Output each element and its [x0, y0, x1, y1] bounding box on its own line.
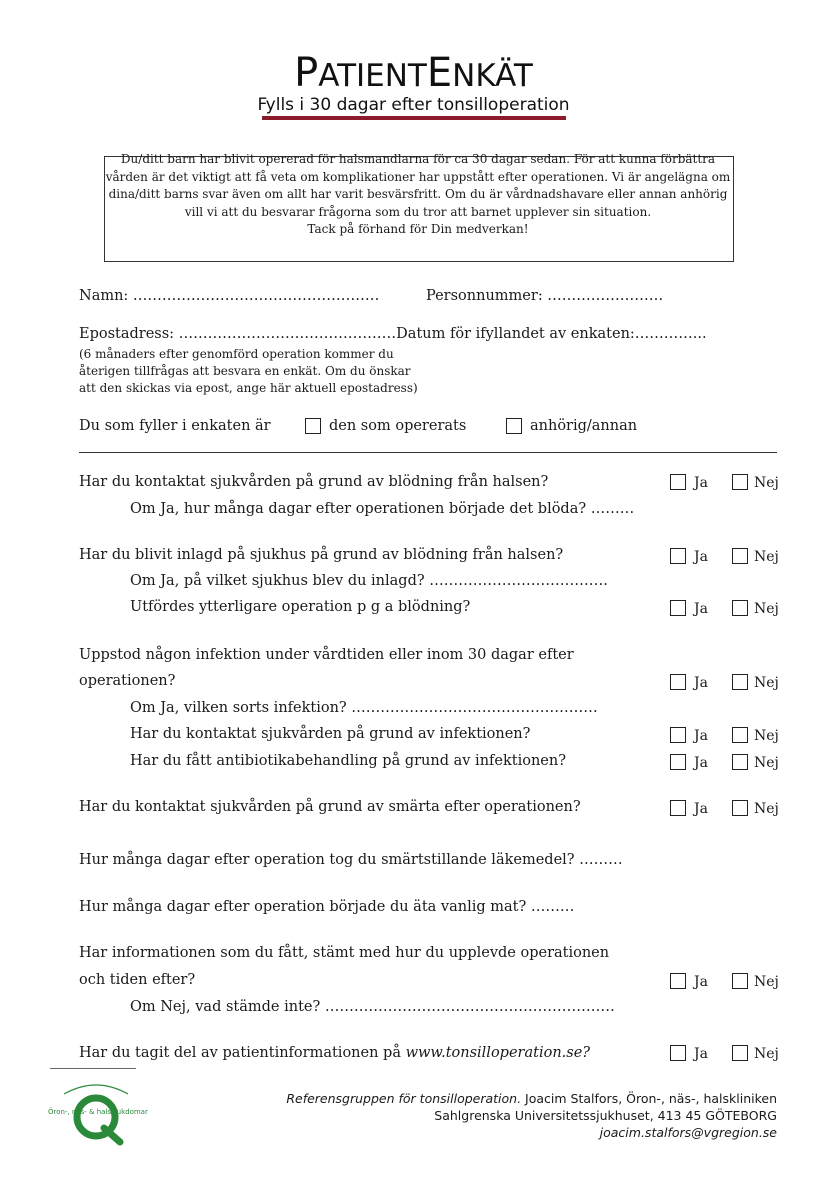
q3b-no-checkbox[interactable]	[732, 727, 748, 743]
q8-url-link[interactable]: www.tonsilloperation.se?	[405, 1045, 591, 1061]
question-antibiotics: Har du fått antibiotikabehandling på grund av infektionen?	[130, 753, 566, 769]
filler-relative-label: anhörig/annan	[530, 418, 638, 434]
question-infection-line2: operationen?	[79, 673, 176, 689]
section-divider	[79, 452, 777, 453]
question-pain-contact: Har du kontaktat sjukvården på grund av smärta efter operationen?	[79, 799, 581, 815]
q2b-no-label: Nej	[754, 601, 779, 617]
footer-group-name: Referensgruppen för tonsilloperation.	[286, 1091, 522, 1106]
question-patient-info	[79, 1045, 590, 1061]
intro-text	[104, 151, 732, 239]
footer-logo-rule	[50, 1068, 136, 1069]
q8-yes-checkbox[interactable]	[670, 1045, 686, 1061]
q8-no-label: Nej	[754, 1046, 779, 1062]
q7-yes-label: Ja	[694, 974, 708, 990]
q3b-yes-label: Ja	[694, 728, 708, 744]
question-normal-food-days[interactable]: Hur många dagar efter operation började du äta vanlig mat? ………	[79, 899, 575, 915]
question-information-mismatch[interactable]: Om Nej, vad stämde inte? ……………………………………………………	[130, 999, 615, 1015]
q8-yes-label: Ja	[694, 1046, 708, 1062]
question-bleeding-contact: Har du kontaktat sjukvården på grund av blödning från halsen?	[79, 474, 549, 490]
q4-no-checkbox[interactable]	[732, 800, 748, 816]
question-infection-contact: Har du kontaktat sjukvården på grund av infektionen?	[130, 726, 531, 742]
q4-yes-checkbox[interactable]	[670, 800, 686, 816]
question-information-line1: Har informationen som du fått, stämt med hur du upplevde operationen	[79, 945, 610, 961]
question-reoperation: Utfördes ytterligare operation p g a blödning?	[130, 599, 471, 615]
q8-no-checkbox[interactable]	[732, 1045, 748, 1061]
q3c-yes-checkbox[interactable]	[670, 754, 686, 770]
question-infection-type[interactable]: Om Ja, vilken sorts infektion? ……………………………………………	[130, 700, 598, 716]
q7-no-label: Nej	[754, 974, 779, 990]
filler-relative-checkbox[interactable]	[506, 418, 522, 434]
q2b-no-checkbox[interactable]	[732, 600, 748, 616]
q3b-yes-checkbox[interactable]	[670, 727, 686, 743]
question-bleeding-days[interactable]: Om Ja, hur många dagar efter operationen började det blöda? ………	[130, 501, 635, 517]
q2-yes-label: Ja	[694, 549, 708, 565]
q3b-no-label: Nej	[754, 728, 779, 744]
filler-operated-checkbox[interactable]	[305, 418, 321, 434]
q3c-no-label: Nej	[754, 755, 779, 771]
email-date-field[interactable]: Epostadress: ………………………………………Datum för ifyllandet av enkaten:…………...	[79, 326, 707, 342]
q1-yes-label: Ja	[694, 475, 708, 491]
q1-yes-checkbox[interactable]	[670, 474, 686, 490]
q3-no-label: Nej	[754, 675, 779, 691]
footer-address: Sahlgrenska Universitetssjukhuset, 413 45 GÖTEBORG	[434, 1108, 777, 1123]
email-note: (6 månaders efter genomförd operation kommer du återigen tillfrågas att besvara en enkät. Om du önskar att den skickas via epost, ange här aktuell epostadress)	[79, 347, 418, 395]
title-underline	[262, 116, 566, 120]
name-field[interactable]: Namn: ……………………………………………	[79, 288, 380, 304]
q8-prefix: Har du tagit del av patientinformationen på	[79, 1045, 406, 1061]
q7-no-checkbox[interactable]	[732, 973, 748, 989]
page-subtitle: Fylls i 30 dagar efter tonsilloperation	[257, 95, 570, 115]
q2-no-checkbox[interactable]	[732, 548, 748, 564]
q3-no-checkbox[interactable]	[732, 674, 748, 690]
logo-label: Öron-, näs- & halssjukdomar	[48, 1108, 148, 1116]
q2-yes-checkbox[interactable]	[670, 548, 686, 564]
q4-yes-label: Ja	[694, 801, 708, 817]
q3c-no-checkbox[interactable]	[732, 754, 748, 770]
q4-no-label: Nej	[754, 801, 779, 817]
q3c-yes-label: Ja	[694, 755, 708, 771]
filler-operated-label: den som opererats	[329, 418, 467, 434]
filler-question: Du som fyller i enkaten är	[79, 418, 271, 434]
q2b-yes-checkbox[interactable]	[670, 600, 686, 616]
q7-yes-checkbox[interactable]	[670, 973, 686, 989]
question-infection-line1: Uppstod någon infektion under vårdtiden eller inom 30 dagar efter	[79, 647, 574, 663]
personnummer-field[interactable]: Personnummer: ……………………	[426, 288, 664, 304]
q3-yes-checkbox[interactable]	[670, 674, 686, 690]
q3-yes-label: Ja	[694, 675, 708, 691]
intro-paragraph: Du/ditt barn har blivit opererad för halsmandlarna för ca 30 dagar sedan. För att kunna förbättra vården är det viktigt att få veta om komplikationer har uppstått efter operationen. Vi är angelägna om dina/ditt barns svar även om allt har varit besvärsfritt. Om du är vårdnadshavare eller annan anhörig vill vi att du besvarar frågorna som du tror att barnet upplever sin situation.	[105, 152, 731, 219]
question-information-line2: och tiden efter?	[79, 972, 196, 988]
q2b-yes-label: Ja	[694, 601, 708, 617]
question-which-hospital[interactable]: Om Ja, på vilket sjukhus blev du inlagd? ……………………………….	[130, 573, 608, 589]
question-hospitalized: Har du blivit inlagd på sjukhus på grund av blödning från halsen?	[79, 547, 564, 563]
footer-contact: Joacim Stalfors, Öron-, näs-, halskliniken	[521, 1091, 777, 1106]
q1-no-checkbox[interactable]	[732, 474, 748, 490]
footer-reference-group	[286, 1091, 777, 1106]
page-title: PATIENTENKÄT	[294, 50, 533, 96]
q2-no-label: Nej	[754, 549, 779, 565]
intro-thanks: Tack på förhand för Din medverkan!	[307, 222, 529, 236]
q1-no-label: Nej	[754, 475, 779, 491]
question-painkiller-days[interactable]: Hur många dagar efter operation tog du smärtstillande läkemedel? ………	[79, 852, 623, 868]
footer-email-link[interactable]: joacim.stalfors@vgregion.se	[599, 1125, 777, 1140]
